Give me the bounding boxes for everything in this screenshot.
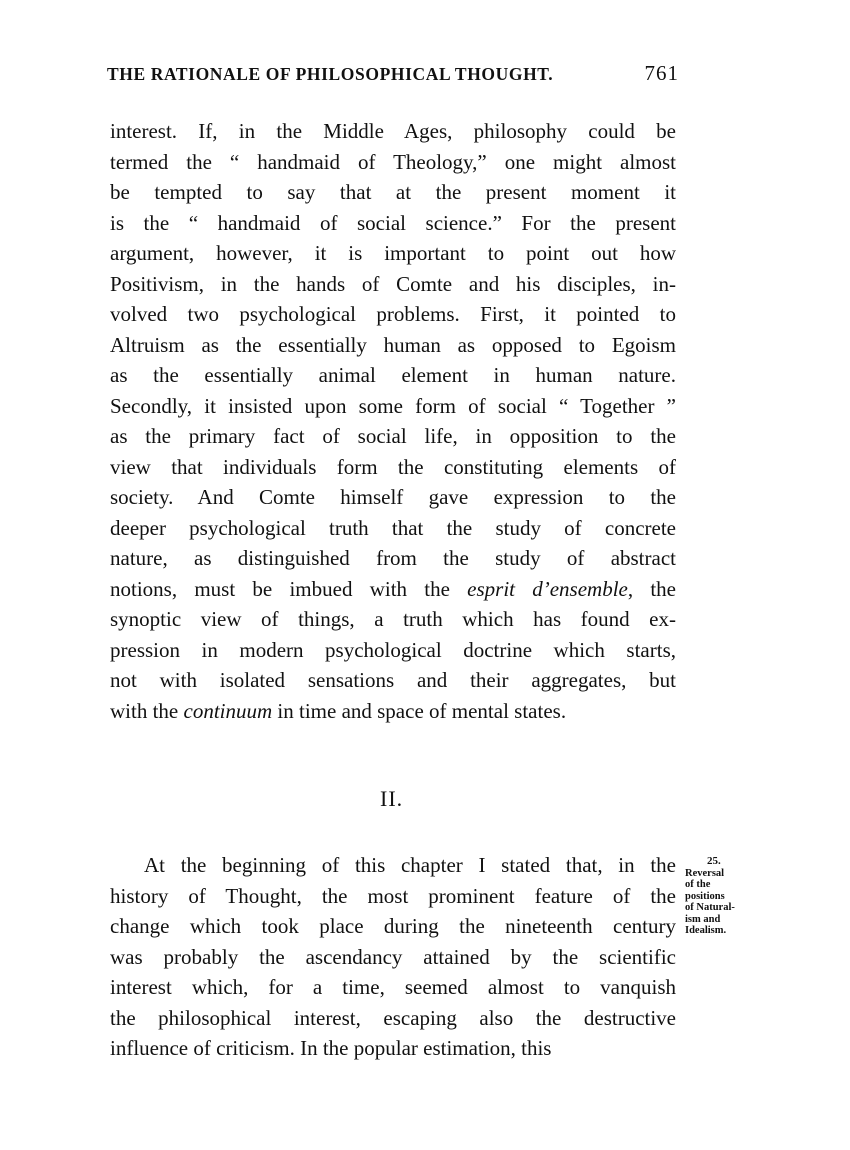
text-line: the philosophical interest, escaping also the destructive	[110, 1005, 676, 1030]
text-line: influence of criticism. In the popular estimation, this	[110, 1036, 552, 1060]
text-line	[110, 574, 676, 605]
margin-note-number: 25.	[707, 855, 721, 867]
text-line: view that individuals form the constituting elements of	[110, 454, 676, 479]
text-line: Altruism as the essentially human as opposed to Egoism	[110, 332, 676, 357]
running-head	[107, 61, 679, 94]
text-line: interest which, for a time, seemed almost to vanquish	[110, 975, 676, 999]
section-number: II.	[380, 786, 404, 811]
paragraph-section-ii	[110, 850, 676, 1064]
margin-note-line: positions	[685, 890, 725, 902]
margin-note-line: Idealism.	[685, 925, 727, 936]
text-run: with the	[110, 698, 184, 723]
text-line: as the essentially animal element in human nature.	[110, 363, 676, 387]
text-run: notions, must be imbued with the	[110, 576, 468, 601]
margin-note-line: Reversal	[685, 867, 725, 879]
text-line: volved two psychological problems. First, it pointed to	[110, 302, 676, 326]
text-line: history of Thought, the most prominent feature of the	[110, 883, 676, 908]
margin-note-line: ism and	[685, 913, 721, 925]
italic-phrase: esprit d’ensemble	[467, 576, 628, 601]
page-number: 761	[644, 61, 679, 85]
text-line: as the primary fact of social life, in opposition to the	[110, 424, 676, 448]
text-line: society. And Comte himself gave expression to the	[110, 485, 676, 509]
text-line: argument, however, it is important to point out how	[110, 241, 676, 265]
text-line: termed the “ handmaid of Theology,” one might almost	[110, 149, 676, 174]
text-line: Positivism, in the hands of Comte and his disciples, in-	[110, 271, 676, 296]
text-line: At the beginning of this chapter I stated that, in the	[144, 853, 676, 877]
text-run: in time and space of mental states.	[272, 698, 567, 723]
text-run: , the	[627, 576, 677, 601]
running-title: THE RATIONALE OF PHILOSOPHICAL THOUGHT.	[107, 64, 554, 84]
text-line: synoptic view of things, a truth which has found ex-	[110, 607, 676, 631]
text-line: be tempted to say that at the present moment it	[110, 180, 676, 204]
paragraph-continued	[110, 116, 676, 726]
text-line: Secondly, it insisted upon some form of social “ Together ”	[110, 393, 676, 418]
text-line: interest. If, in the Middle Ages, philosophy could be	[110, 119, 676, 143]
text-line: is the “ handmaid of social science.” For the present	[110, 210, 676, 235]
text-line: not with isolated sensations and their aggregates, but	[110, 668, 676, 692]
text-line: deeper psychological truth that the study of concrete	[110, 515, 676, 540]
text-line	[110, 696, 676, 727]
margin-note-line: of Natural-	[685, 902, 735, 913]
text-line: was probably the ascendancy attained by the scientific	[110, 944, 676, 969]
italic-phrase: continuum	[183, 698, 273, 723]
text-line: change which took place during the nineteenth century	[110, 914, 676, 938]
margin-note	[685, 856, 757, 937]
text-line: nature, as distinguished from the study of abstract	[110, 546, 676, 570]
margin-note-line: of the	[685, 879, 711, 890]
text-line: pression in modern psychological doctrine which starts,	[110, 637, 676, 662]
